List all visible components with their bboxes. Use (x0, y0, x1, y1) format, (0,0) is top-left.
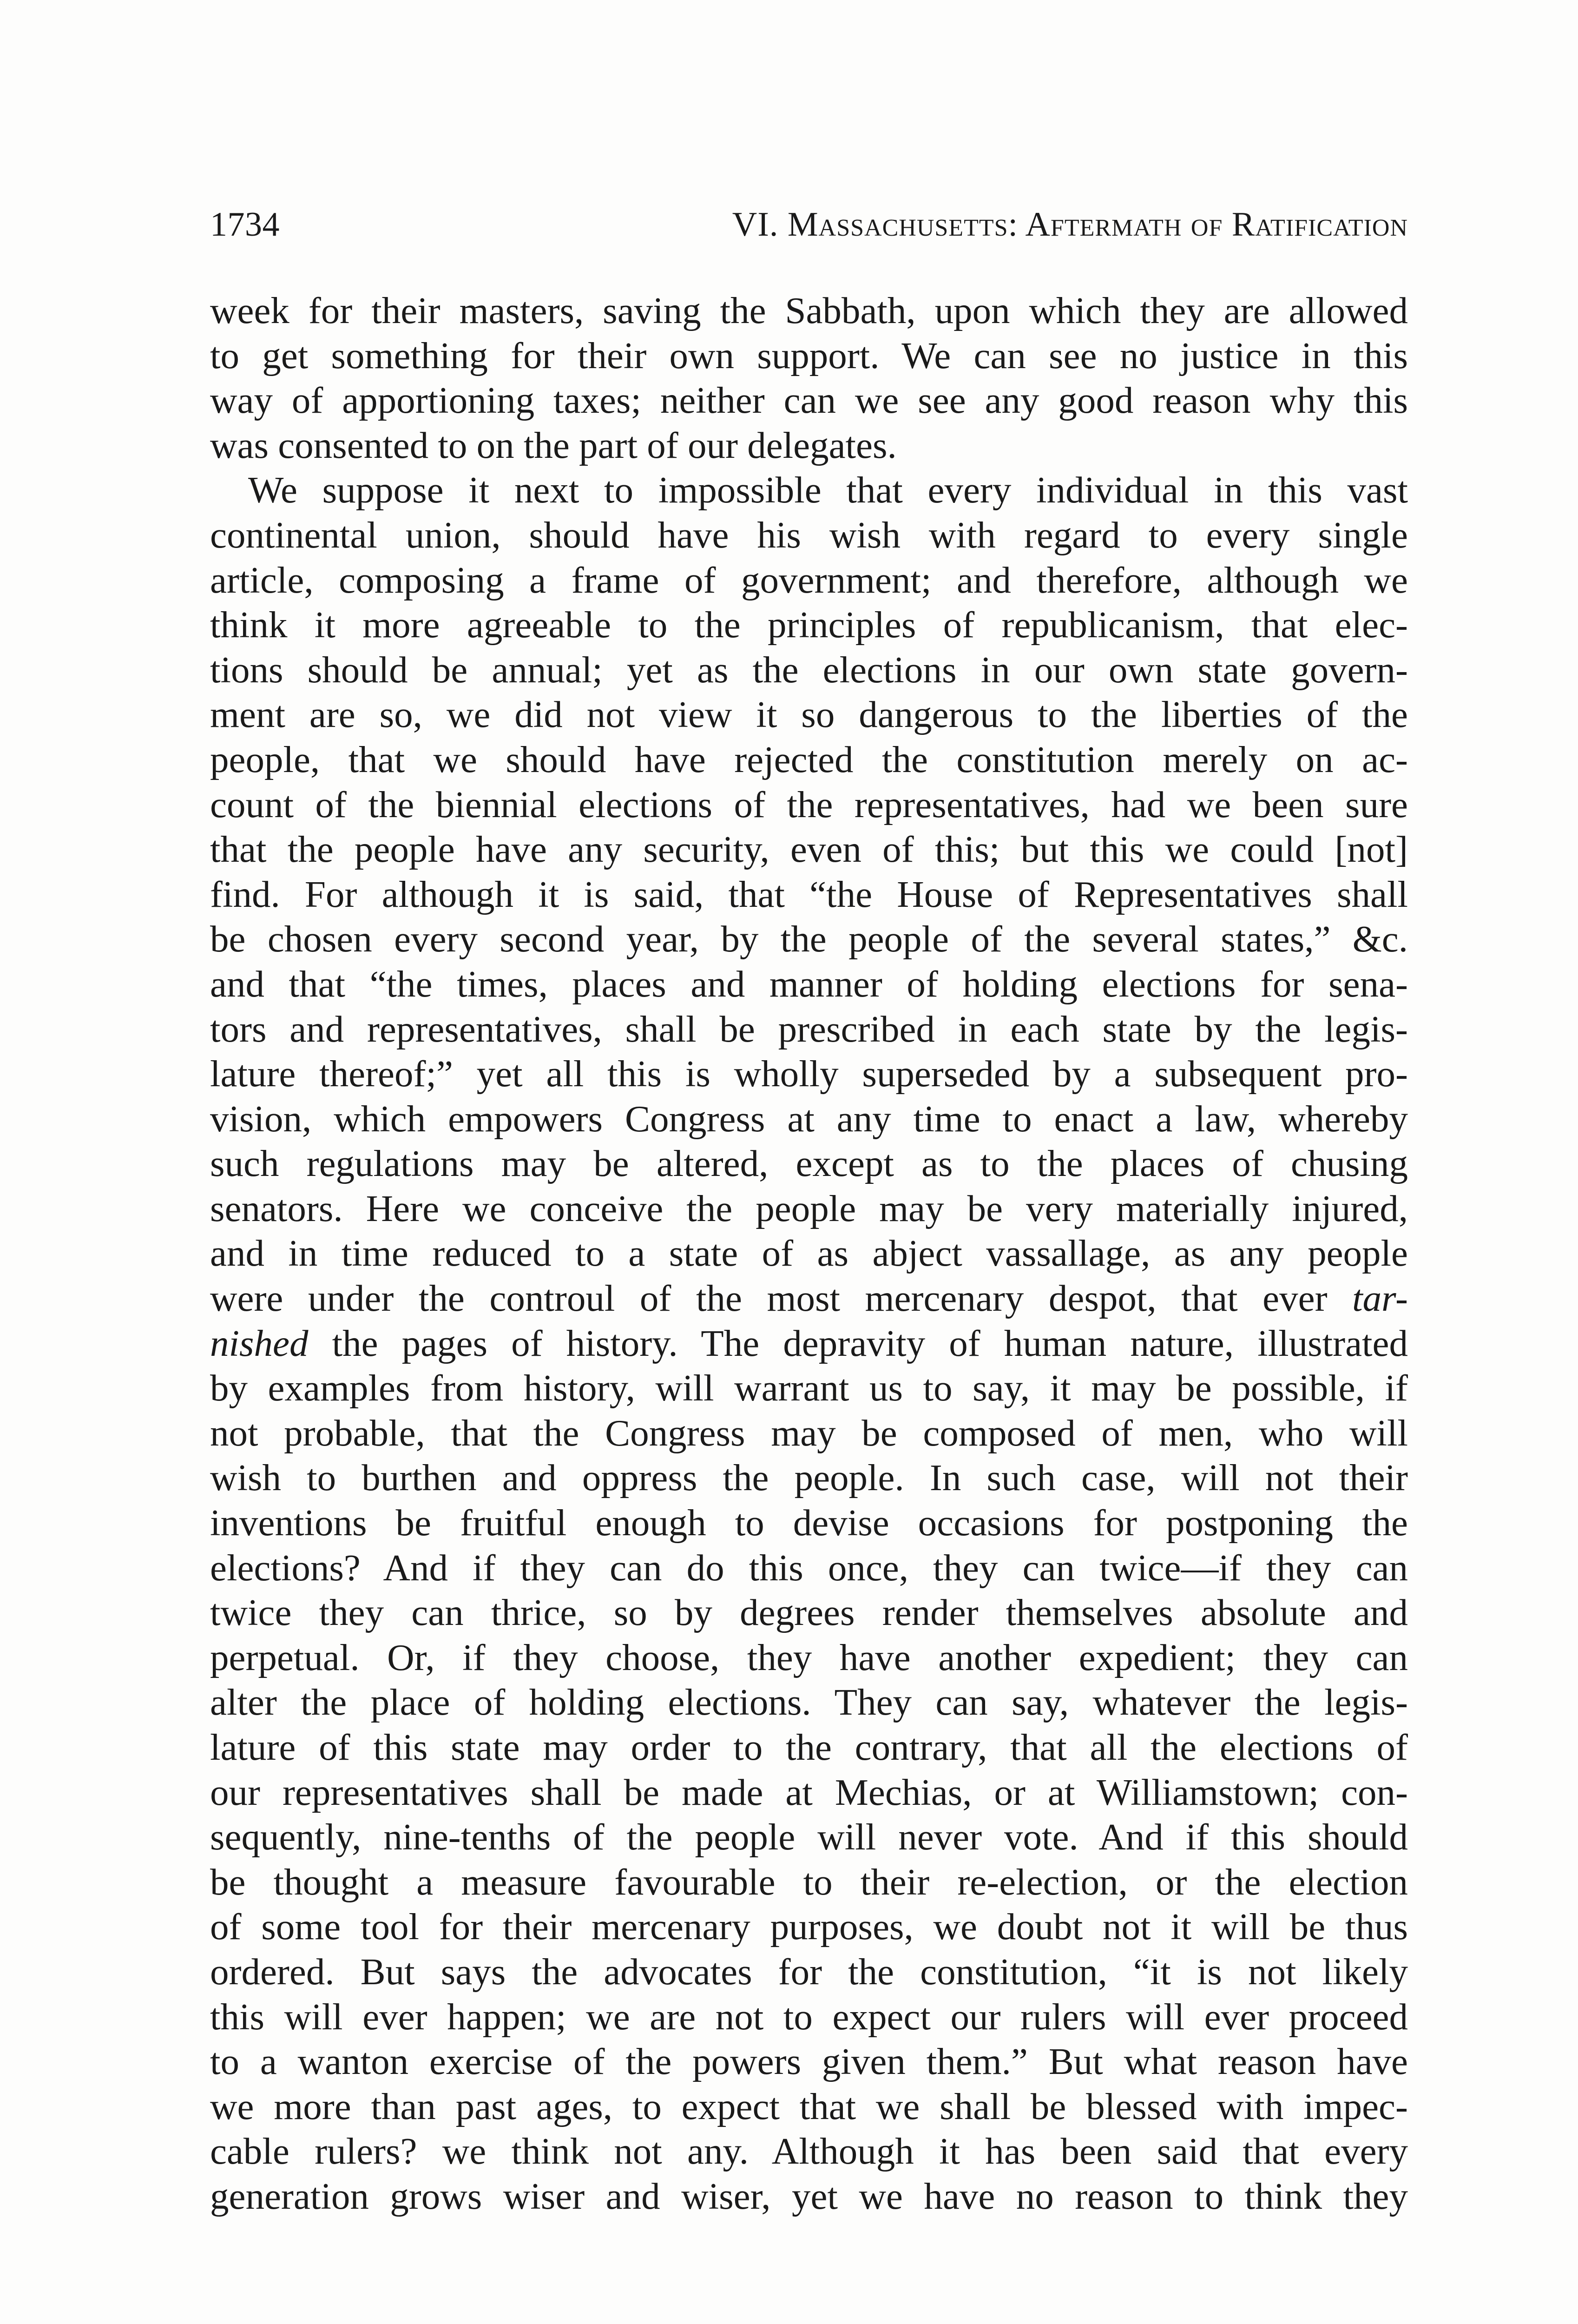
text-line: week for their masters, saving the Sabbath, upon which they are allowed (210, 290, 1408, 331)
text-line: to get something for their own support. We can see no justice in this (210, 334, 1408, 376)
text-line: nished the pages of history. The depravity of human nature, illustrated (210, 1322, 1408, 1364)
text-line: and that “the times, places and manner of holding elections for sena- (210, 963, 1408, 1005)
text-line: vision, which empowers Congress at any time to enact a law, whereby (210, 1097, 1408, 1140)
text-line: find. For although it is said, that “the House of Representatives shall (210, 873, 1408, 915)
text-line: alter the place of holding elections. They can say, whatever the legis- (210, 1681, 1408, 1723)
text-line: by examples from history, will warrant us to say, it may be possible, if (210, 1367, 1408, 1409)
text-line: tors and representatives, shall be prescribed in each state by the legis- (210, 1008, 1408, 1050)
text-line: generation grows wiser and wiser, yet we have no reason to think they (210, 2175, 1408, 2217)
text-line: be thought a measure favourable to their re-election, or the election (210, 1861, 1408, 1903)
text-line: cable rulers? we think not any. Although it has been said that every (210, 2130, 1408, 2172)
text-line: that the people have any security, even of this; but this we could [not] (210, 828, 1408, 871)
section-title: VI. Massachusetts: Aftermath of Ratification (732, 205, 1408, 244)
text-line: we more than past ages, to expect that we shall be blessed with impec- (210, 2085, 1408, 2127)
text-line: people, that we should have rejected the constitution merely on ac- (210, 738, 1408, 780)
text-line: sequently, nine-tenths of the people will never vote. And if this should (210, 1816, 1408, 1858)
text-line: think it more agreeable to the principles of republicanism, that elec- (210, 604, 1408, 646)
text-line: our representatives shall be made at Mechias, or at Williamstown; con- (210, 1771, 1408, 1813)
text-line: twice they can thrice, so by degrees render themselves absolute and (210, 1591, 1408, 1634)
text-line: to a wanton exercise of the powers given them.” But what reason have (210, 2040, 1408, 2083)
body-text (210, 288, 1408, 2219)
text-line: elections? And if they can do this once, they can twice—if they can (210, 1546, 1408, 1589)
text-line: count of the biennial elections of the representatives, had we been sure (210, 783, 1408, 825)
text-line: perpetual. Or, if they choose, they have another expedient; they can (210, 1636, 1408, 1678)
text-line: senators. Here we conceive the people may be very materially injured, (210, 1187, 1408, 1229)
text-line: We suppose it next to impossible that every individual in this vast (248, 469, 1408, 511)
text-line: ordered. But says the advocates for the constitution, “it is not likely (210, 1950, 1408, 1993)
text-line: lature thereof;” yet all this is wholly superseded by a subsequent pro- (210, 1053, 1408, 1095)
text-line: this will ever happen; we are not to expect our rulers will ever proceed (210, 1995, 1408, 2038)
text-line: inventions be fruitful enough to devise occasions for postponing the (210, 1502, 1408, 1544)
text-line: lature of this state may order to the contrary, that all the elections of (210, 1726, 1408, 1768)
text-line: ment are so, we did not view it so dangerous to the liberties of the (210, 693, 1408, 736)
text-line: was consented to on the part of our delegates. (210, 424, 897, 466)
page-number: 1734 (210, 205, 280, 244)
text-line: tions should be annual; yet as the elections in our own state govern- (210, 648, 1408, 691)
text-line: wish to burthen and oppress the people. In such case, will not their (210, 1457, 1408, 1499)
text-line: article, composing a frame of government; and therefore, although we (210, 559, 1408, 601)
text-line: be chosen every second year, by the people of the several states,” &c. (210, 918, 1408, 960)
text-line: not probable, that the Congress may be composed of men, who will (210, 1412, 1408, 1454)
text-line: of some tool for their mercenary purposes, we doubt not it will be thus (210, 1906, 1408, 1948)
text-line: way of apportioning taxes; neither can we see any good reason why this (210, 379, 1408, 422)
text-line: and in time reduced to a state of as abject vassallage, as any people (210, 1232, 1408, 1274)
text-line: were under the controul of the most mercenary despot, that ever tar- (210, 1277, 1408, 1320)
text-line: continental union, should have his wish with regard to every single (210, 514, 1408, 556)
text-line: such regulations may be altered, except as to the places of chusing (210, 1142, 1408, 1185)
running-head (210, 199, 1408, 250)
